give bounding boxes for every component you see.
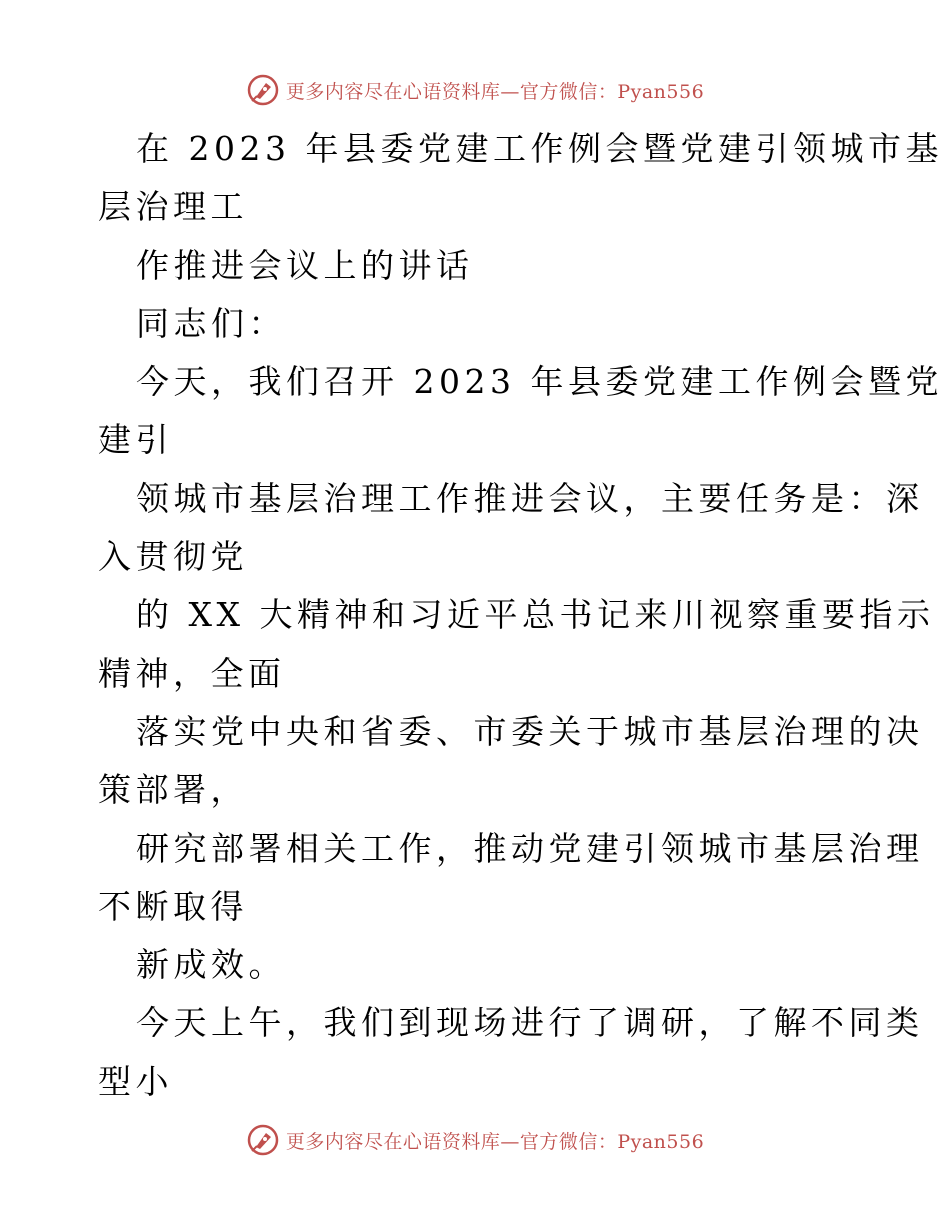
salutation: 同志们： (136, 303, 286, 343)
paragraph-line: 不断取得 (98, 886, 248, 926)
paragraph-line: 建引 (98, 420, 173, 460)
paragraph-line: 今天上午，我们到现场进行了调研，了解不同类 (136, 1003, 924, 1043)
paragraph-line: 落实党中央和省委、市委关于城市基层治理的决 (136, 711, 924, 751)
paragraph-line: 今天，我们召开 2023 年县委党建工作例会暨党 (136, 362, 943, 402)
paragraph-line: 入贯彻党 (98, 537, 248, 577)
header-banner-text: 更多内容尽在心语资料库—官方微信：Pyan556 (285, 80, 705, 103)
paragraph-line: 策部署， (98, 770, 248, 810)
footer-banner (0, 1120, 950, 1160)
paragraph-line: 的 XX 大精神和习近平总书记来川视察重要指示 (136, 595, 935, 635)
paragraph-line: 研究部署相关工作，推动党建引领城市基层治理 (136, 828, 924, 868)
document-body (98, 120, 943, 1111)
footer-banner-text: 更多内容尽在心语资料库—官方微信：Pyan556 (285, 1130, 705, 1153)
paragraph-line: 型小 (98, 1061, 173, 1101)
header-banner (0, 70, 950, 110)
title-line-2: 层治理工 (98, 187, 248, 227)
title-line-1: 在 2023 年县委党建工作例会暨党建引领城市基 (136, 129, 943, 168)
pen-nib-seal-icon (246, 1123, 280, 1157)
paragraph-line: 新成效。 (136, 945, 286, 985)
paragraph-line: 领城市基层治理工作推进会议，主要任务是：深 (136, 478, 924, 518)
pen-nib-seal-icon (246, 73, 280, 107)
paragraph-line: 精神，全面 (98, 653, 286, 693)
title-line-3: 作推进会议上的讲话 (136, 245, 474, 285)
